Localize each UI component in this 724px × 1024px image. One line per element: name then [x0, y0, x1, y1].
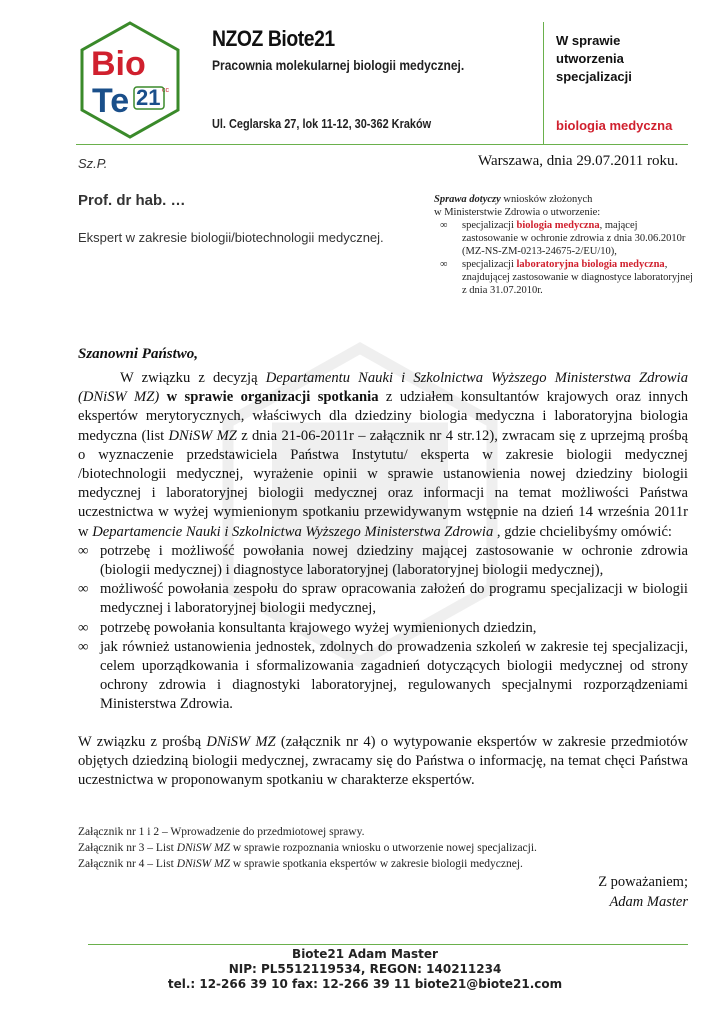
- footer: [130, 947, 600, 992]
- bullet-icon: ∞: [78, 619, 89, 636]
- case-box: [434, 193, 694, 297]
- bullet-icon: ∞: [78, 581, 89, 598]
- list-item: ∞ jak również ustanowienia jednostek, zdolnych do prowadzenia szkoleń w zakresie tej specjalizacji, celem uporządkowania i sformalizowania zagadnień dotyczących biologii medycznej od strony ochrony zdrowia i diagnostyki laboratoryjnej, regulowanych specjalnymi rozporządzeniami Ministerstwa Zdrowia.: [78, 638, 688, 713]
- reference: Sz.P.: [78, 156, 108, 171]
- case-item: ∞ specjalizacji laboratoryjna biologia medyczna, znajdującej zastosowanie w diagnostyce laboratoryjnej z dnia 31.07.2010r.: [440, 259, 693, 296]
- letter-body: [78, 369, 688, 790]
- list-item: ∞ możliwość powołania zespołu do spraw opracowania założeń do programu specjalizacji w biologii medycznej i laboratoryjnej biologii medycznej,: [78, 581, 688, 617]
- org-subtitle: Pracownia molekularnej biologii medycznej.: [212, 57, 465, 73]
- case-lead-rest: wniosków złożonych: [500, 194, 593, 205]
- attachment-item: Załącznik nr 3 – List DNiSW MZ w sprawie rozpoznania wniosku o utworzenie nowej specjalizacji.: [78, 842, 537, 854]
- logo-text-cc: cc: [162, 87, 169, 94]
- bullet-icon: ∞: [78, 638, 89, 655]
- case-line2: w Ministerstwie Zdrowia o utworzenie:: [434, 207, 601, 218]
- subject-box: [556, 32, 686, 86]
- signature: Adam Master: [609, 894, 688, 910]
- recipient-role: Ekspert w zakresie biologii/biotechnologii medycznej.: [78, 230, 384, 245]
- header-divider-vertical: [543, 22, 544, 144]
- logo-text-21: 21: [136, 85, 161, 110]
- specialization-label: biologia medyczna: [556, 118, 673, 133]
- paragraph-2: W związku z prośbą DNiSW MZ (załącznik nr 4) o wytypowanie ekspertów w zakresie przedmiotów objętych dziedziną biologii medycznej, zwracamy się do Państwa o informację, na temat chęci Państwa uczestnictwa w proponowanym spotkaniu w charakterze ekspertów.: [78, 733, 689, 789]
- logo-text-te: Te: [92, 82, 130, 120]
- bullet-icon: ∞: [440, 220, 448, 231]
- paragraph-1: W związku z decyzją Departamentu Nauki i Szkolnictwa Wyższego Ministerstwa Zdrowia (DNiSW MZ) w sprawie organizacji spotkania z udziałem konsultantów krajowych oraz innych ekspertów merytorycznych, właściwych dla dziedziny biologia medyczna i laboratoryjna biologia medyczna (list DNiSW MZ z dnia 21-06-2011r – załącznik nr 4 str.12), zwracam się z uprzejmą prośbą o wyznaczenie przedstawiciela Państwa Instytutu/ eksperta w zakresie biologii medycznej /biotechnologii medycznej, wyrażenie opinii w sprawie ustanowienia nowej dziedziny biologii medycznej i laboratoryjnej biologii medycznej oraz informacji na temat możliwości Państwa uczestnictwa w wyżej wymienionym spotkaniu przewidywanym wstępnie na dzień 14 września 2011r w Departamencie Nauki i Szkolnictwa Wyższego Ministerstwa Zdrowia , gdzie chcielibyśmy omówić:: [78, 370, 689, 540]
- org-name: NZOZ Biote21: [212, 26, 335, 51]
- footer-line-1: Biote21 Adam Master: [292, 947, 438, 961]
- list-item: ∞ potrzebę i możliwość powołania nowej dziedziny mającej zastosowanie w ochronie zdrowia (biologii medycznej) i diagnostyce laboratoryjnej (laboratoryjnej biologii medycznej),: [78, 542, 688, 579]
- attachments: [78, 824, 537, 872]
- bullet-icon: ∞: [78, 542, 89, 559]
- footer-line-3: tel.: 12-266 39 10 fax: 12-266 39 11 biote21@biote21.com: [167, 977, 563, 991]
- letter-date: Warszawa, dnia 29.07.2011 roku.: [478, 153, 679, 169]
- subject-line-2: utworzenia: [556, 51, 624, 66]
- attachment-item: Załącznik nr 1 i 2 – Wprowadzenie do przedmiotowej sprawy.: [78, 826, 365, 838]
- closing: Z poważaniem;: [598, 874, 688, 890]
- greeting: Szanowni Państwo,: [78, 346, 199, 362]
- list-item: ∞ potrzebę powołania konsultanta krajowego wyżej wymienionych dziedzin,: [78, 619, 688, 638]
- case-item: ∞ specjalizacji biologia medyczna, mającej zastosowanie w ochronie zdrowia z dnia 30.06.2010r (MZ-NS-ZM-0213-24675-2/EU/10),: [440, 220, 686, 257]
- org-address: Ul. Ceglarska 27, lok 11-12, 30-362 Kraków: [212, 116, 432, 131]
- header-divider: [76, 144, 688, 145]
- topic-list: [78, 542, 688, 715]
- subject-line-1: W sprawie: [556, 33, 621, 48]
- bullet-icon: ∞: [440, 259, 448, 270]
- footer-line-2: NIP: PL5512119534, REGON: 140211234: [228, 962, 502, 976]
- subject-line-3: specjalizacji: [556, 69, 632, 84]
- company-logo: [78, 20, 182, 140]
- case-lead: Sprawa dotyczy: [434, 194, 501, 205]
- recipient-name: Prof. dr hab. …: [78, 192, 186, 209]
- closing-block: [594, 872, 688, 912]
- footer-divider: [88, 944, 688, 945]
- logo-text-bio: Bio: [91, 45, 146, 83]
- attachment-item: Załącznik nr 4 – List DNiSW MZ w sprawie spotkania ekspertów w zakresie biologii medycznej.: [78, 858, 523, 870]
